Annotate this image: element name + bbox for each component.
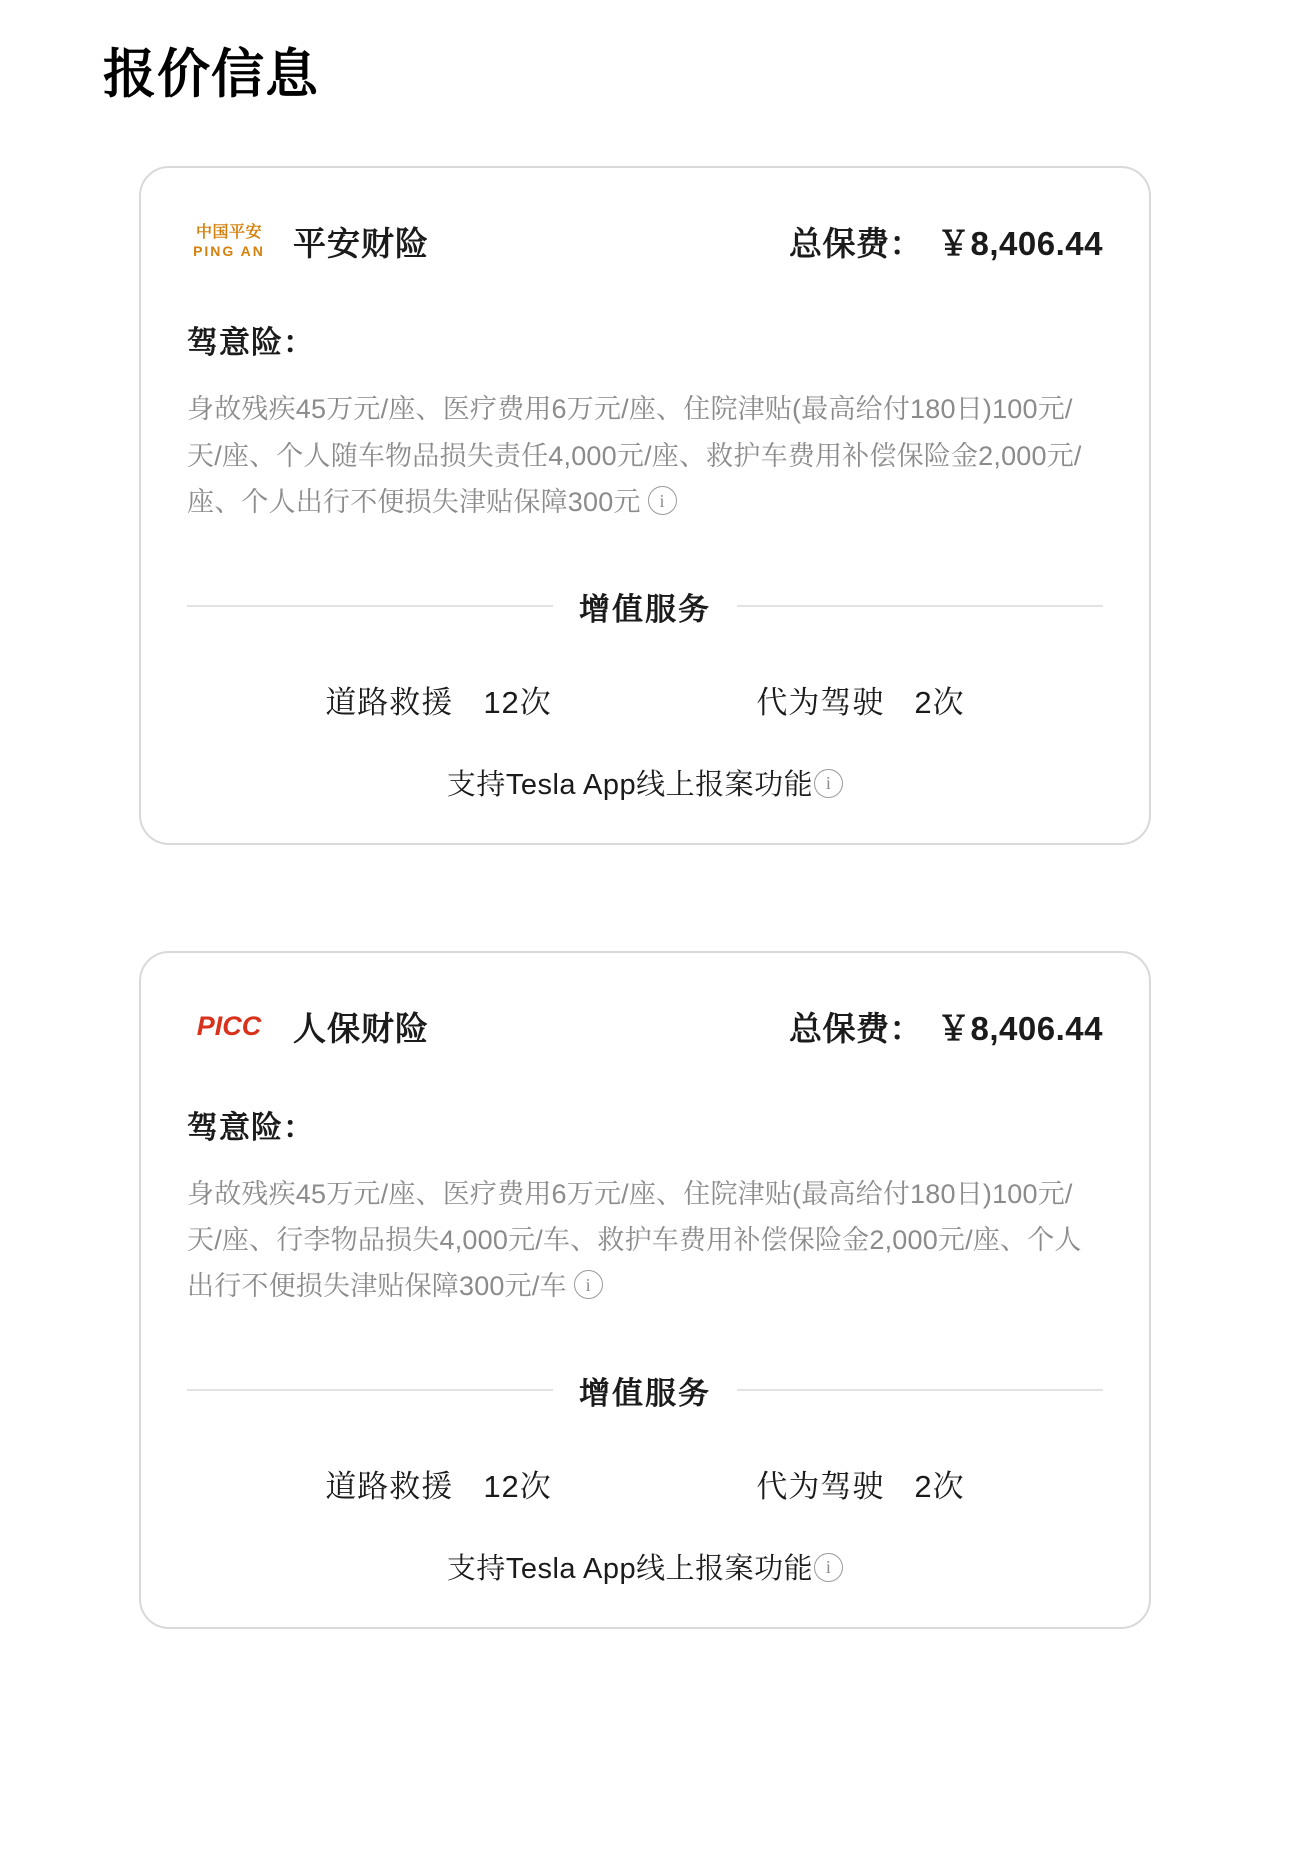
pingan-logo-icon <box>187 220 271 264</box>
app-claim-note-text: 支持Tesla App线上报案功能 <box>446 1552 814 1585</box>
service-count: 12次 <box>483 684 552 720</box>
app-claim-note <box>187 1546 1103 1587</box>
info-icon[interactable] <box>648 486 677 515</box>
page-title: 报价信息 <box>103 45 319 104</box>
divider-rule-left <box>187 1389 553 1391</box>
picc-logo-icon <box>187 1004 271 1048</box>
insurer-identity <box>187 1003 429 1050</box>
value-added-services-list <box>187 677 1103 722</box>
service-item <box>756 677 964 722</box>
value-added-services-title: 增值服务 <box>579 1375 711 1411</box>
service-item <box>756 1461 964 1506</box>
service-name: 道路救援 <box>325 684 454 720</box>
divider-rule-right <box>737 605 1103 607</box>
coverage-description <box>187 1171 1103 1310</box>
total-premium-amount: ￥8,406.44 <box>937 225 1103 263</box>
quote-information-page <box>0 42 1290 1689</box>
service-name: 代为驾驶 <box>756 684 885 720</box>
total-premium <box>789 1003 1103 1050</box>
value-added-services-divider <box>187 1368 1103 1413</box>
coverage-description-text: 身故残疾45万元/座、医疗费用6万元/座、住院津贴(最高给付180日)100元/天/座、个人随车物品损失责任4,000元/座、救护车费用补偿保险金2,000元/座、个人出行不便损失津贴保障300元 <box>187 394 1082 518</box>
service-item <box>325 1461 551 1506</box>
coverage-label: 驾意险： <box>187 1109 315 1145</box>
value-added-services-title: 增值服务 <box>579 591 711 627</box>
info-icon[interactable] <box>814 769 843 798</box>
coverage-description-text: 身故残疾45万元/座、医疗费用6万元/座、住院津贴(最高给付180日)100元/天/座、行李物品损失4,000元/车、救护车费用补偿保险金2,000元/座、个人出行不便损失津贴保障300元/车 <box>187 1178 1082 1302</box>
total-premium-label: 总保费： <box>789 1009 924 1047</box>
service-name: 道路救援 <box>325 1468 454 1504</box>
insurer-name: 人保财险 <box>293 1009 429 1047</box>
quote-card-header <box>187 202 1103 275</box>
app-claim-note <box>187 762 1103 803</box>
pingan-logo-line2: PING AN <box>193 243 265 260</box>
quote-card-pingan[interactable] <box>139 166 1151 844</box>
info-icon[interactable] <box>814 1553 843 1582</box>
coverage-label: 驾意险： <box>187 325 315 361</box>
total-premium <box>789 218 1103 265</box>
service-count: 12次 <box>483 1468 552 1504</box>
divider-rule-left <box>187 605 553 607</box>
app-claim-note-text: 支持Tesla App线上报案功能 <box>446 768 814 801</box>
service-count: 2次 <box>914 684 965 720</box>
info-icon[interactable] <box>574 1270 603 1299</box>
value-added-services-list <box>187 1461 1103 1506</box>
divider-rule-right <box>737 1389 1103 1391</box>
total-premium-label: 总保费： <box>789 225 924 263</box>
picc-logo-line1: PICC <box>196 1010 262 1041</box>
insurer-identity <box>187 218 429 265</box>
service-count: 2次 <box>914 1468 965 1504</box>
coverage-description <box>187 386 1103 525</box>
quote-card-picc[interactable] <box>139 951 1151 1629</box>
pingan-logo-line1: 中国平安 <box>195 224 262 242</box>
insurer-name: 平安财险 <box>293 225 429 263</box>
total-premium-amount: ￥8,406.44 <box>937 1009 1103 1047</box>
value-added-services-divider <box>187 584 1103 629</box>
service-name: 代为驾驶 <box>756 1468 885 1504</box>
quote-card-header <box>187 987 1103 1060</box>
service-item <box>325 677 551 722</box>
